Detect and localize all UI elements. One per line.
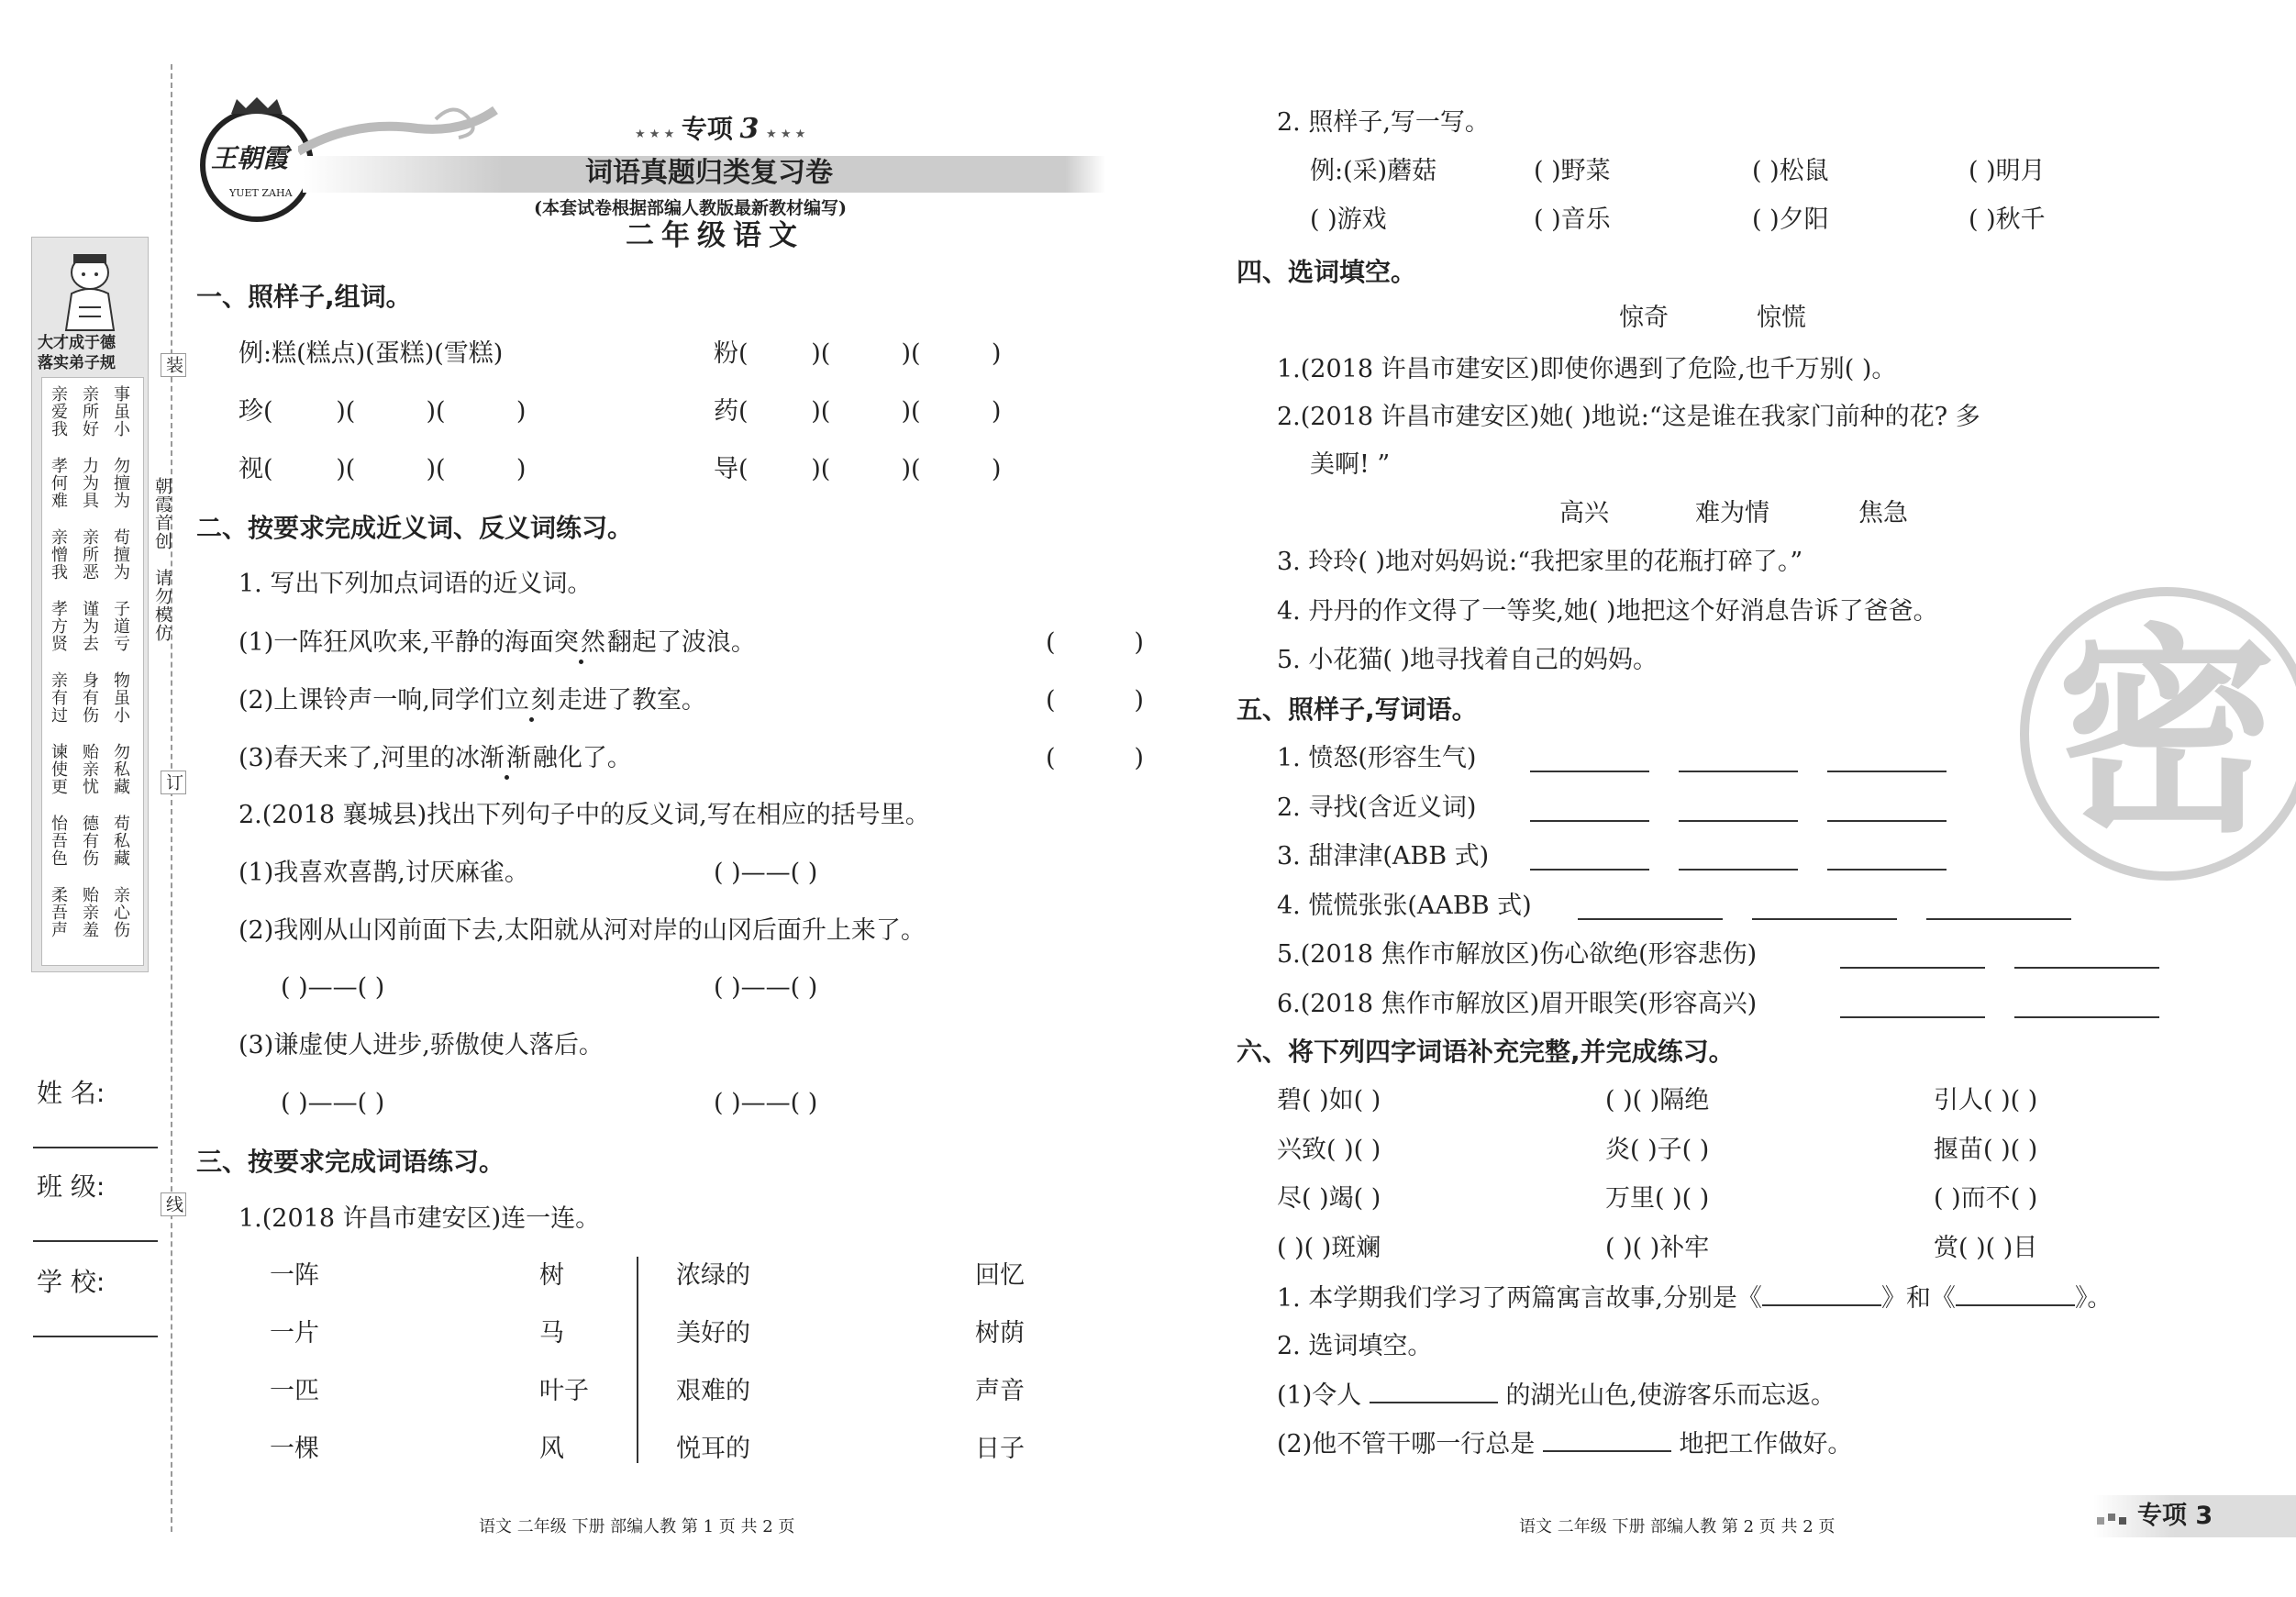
s4-q2b: 美啊! ”	[1310, 450, 1391, 479]
match-word[interactable]: 日子	[975, 1435, 1025, 1463]
match-word[interactable]: 浓绿的	[676, 1261, 750, 1290]
s1-item-yao: 药( )( )( )	[714, 397, 1002, 426]
s2-q1c: (3)春天来了,河里的冰渐渐融化了。	[238, 744, 632, 772]
s5-answer-blank[interactable]	[1926, 918, 2071, 920]
example-word[interactable]: ( )夕阳	[1752, 205, 1829, 234]
logo-badge	[200, 108, 314, 222]
motto-column: 孝方贤	[49, 600, 68, 652]
s5-answer-blank[interactable]	[1840, 1016, 1985, 1018]
name-field[interactable]	[33, 1147, 158, 1148]
grade-title: 二年级语文	[626, 219, 804, 252]
s5-answer-blank[interactable]	[1530, 771, 1649, 772]
motto-column: 亲所好	[80, 385, 99, 438]
s4-q4: 4. 丹丹的作文得了一等奖,她( )地把这个好消息告诉了爸爸。	[1277, 597, 1938, 626]
binding-mark-3: 请勿模仿	[152, 569, 172, 642]
match-word[interactable]: 悦耳的	[676, 1435, 750, 1463]
s1-item-shi: 视( )( )( )	[238, 455, 527, 483]
binding-mark-2: 朝霞首创	[152, 477, 172, 550]
s2-q2b-answer-2[interactable]: ( )——( )	[714, 973, 818, 1002]
motto-column: 亲心伤	[111, 886, 130, 938]
scholar-figure-icon	[53, 243, 127, 335]
s6-q2b-blank[interactable]	[1543, 1428, 1671, 1452]
motto-column: 贻亲忧	[80, 743, 99, 795]
idiom-item[interactable]: ( )( )补牢	[1605, 1233, 1710, 1262]
section-2-title: 二、按要求完成近义词、反义词练习。	[196, 513, 634, 543]
motto-column: 贻亲羞	[80, 886, 99, 938]
match-word[interactable]: 一匹	[270, 1377, 319, 1405]
s5-answer-blank[interactable]	[2014, 1016, 2159, 1018]
motto-column: 勿擅为	[111, 457, 130, 509]
motto-column: 怡吾色	[49, 815, 68, 867]
binding-mark-1: 装	[161, 353, 186, 377]
s4-word-jinghuang: 惊慌	[1757, 304, 1806, 332]
footer-left: 语文 二年级 下册 部编人教 第 1 页 共 2 页	[479, 1517, 795, 1536]
match-word[interactable]: 回忆	[975, 1261, 1025, 1290]
idiom-item[interactable]: 尽( )竭( )	[1277, 1184, 1381, 1213]
s2-q1b: (2)上课铃声一响,同学们立刻走进了教室。	[238, 686, 706, 715]
s2-q1c-answer[interactable]: ( )	[1046, 744, 1144, 772]
binding-mark-5: 线	[161, 1192, 186, 1216]
footer-badge	[2093, 1495, 2296, 1537]
match-word[interactable]: 风	[539, 1435, 564, 1463]
motto-column: 亲憎我	[49, 528, 68, 581]
section-1-title: 一、照样子,组词。	[196, 282, 412, 312]
s4-q3: 3. 玲玲( )地对妈妈说:“我把家里的花瓶打碎了。”	[1277, 548, 1803, 576]
match-word[interactable]: 艰难的	[676, 1377, 750, 1405]
s5-answer-blank[interactable]	[1752, 918, 1897, 920]
s6-q2a: (1)令人 的湖光山色,使游客乐而忘返。	[1277, 1381, 1836, 1410]
motto-column: 子道亏	[111, 600, 130, 652]
match-word[interactable]: 美好的	[676, 1319, 750, 1347]
s5-answer-blank[interactable]	[1530, 869, 1649, 871]
secret-watermark-char: 密	[2057, 605, 2278, 862]
s1-item-zhen: 珍( )( )( )	[238, 397, 527, 426]
section-6-title: 六、将下列四字词语补充完整,并完成练习。	[1237, 1037, 1735, 1067]
s2-q2b: (2)我刚从山冈前面下去,太阳就从河对岸的山冈后面升上来了。	[238, 916, 926, 945]
footer-right: 语文 二年级 下册 部编人教 第 2 页 共 2 页	[1519, 1517, 1836, 1536]
s5-answer-blank[interactable]	[1827, 771, 1947, 772]
section-3-title: 三、按要求完成词语练习。	[196, 1147, 505, 1177]
s5-answer-blank[interactable]	[1679, 820, 1798, 822]
s2-q2c-answer-2[interactable]: ( )——( )	[714, 1089, 818, 1117]
match-word[interactable]: 叶子	[539, 1377, 589, 1405]
motto-column: 身有伤	[80, 671, 99, 724]
motto-column: 苟擅为	[111, 528, 130, 581]
example-word[interactable]: ( )野菜	[1534, 157, 1611, 185]
motto-line-1: 大才成于德	[38, 334, 116, 352]
class-label: 班 级:	[37, 1171, 105, 1202]
stars-right: ★ ★ ★	[766, 128, 806, 141]
s5-answer-blank[interactable]	[2014, 967, 2159, 969]
motto-column: 德有伤	[80, 815, 99, 867]
s4-word-gaoxing: 高兴	[1559, 499, 1609, 527]
motto-line-2: 落实弟子规	[38, 354, 116, 372]
section-5-title: 五、照样子,写词语。	[1237, 694, 1478, 725]
s1-item-dao: 导( )( )( )	[714, 455, 1002, 483]
match-word[interactable]: 声音	[975, 1377, 1025, 1405]
s5-item: 6.(2018 焦作市解放区)眉开眼笑(形容高兴)	[1277, 989, 1758, 1018]
match-word[interactable]: 一片	[270, 1319, 319, 1347]
example-word[interactable]: ( )音乐	[1534, 205, 1611, 234]
s5-item: 1. 愤怒(形容生气)	[1277, 744, 1477, 772]
s4-word-jiaoji: 焦急	[1858, 499, 1908, 527]
s6-q1-blank-1[interactable]	[1762, 1282, 1881, 1306]
logo-subtext: YUET ZAHA	[229, 187, 293, 199]
s2-q2b-answer-1[interactable]: ( )——( )	[281, 973, 385, 1002]
match-word[interactable]: 树	[539, 1261, 564, 1290]
r-q2: 2. 照样子,写一写。	[1277, 108, 1490, 137]
s2-q2a-answer[interactable]: ( )——( )	[714, 859, 818, 887]
motto-column: 柔吾声	[49, 886, 68, 938]
match-word[interactable]: 一阵	[270, 1261, 319, 1290]
motto-columns	[41, 377, 144, 966]
s2-q2: 2.(2018 襄城县)找出下列句子中的反义词,写在相应的括号里。	[238, 801, 930, 829]
s5-answer-blank[interactable]	[1679, 869, 1798, 871]
idiom-item[interactable]: ( )( )斑斓	[1277, 1233, 1381, 1262]
s5-item: 4. 慌慌张张(AABB 式)	[1277, 891, 1532, 920]
match-word[interactable]: 一棵	[270, 1435, 319, 1463]
idiom-item[interactable]: 揠苗( )( )	[1934, 1135, 2038, 1164]
s5-answer-blank[interactable]	[1679, 771, 1798, 772]
binding-line	[171, 64, 172, 1532]
motto-column: 苟私藏	[111, 815, 130, 867]
idiom-item[interactable]: ( )( )隔绝	[1605, 1086, 1710, 1115]
footer-badge-text: 专项 3	[2137, 1502, 2213, 1530]
idiom-item[interactable]: 赏( )( )目	[1934, 1233, 2038, 1262]
class-field[interactable]	[33, 1240, 158, 1242]
s5-item: 5.(2018 焦作市解放区)伤心欲绝(形容悲伤)	[1277, 940, 1758, 969]
s2-q1a-answer[interactable]: ( )	[1046, 628, 1144, 657]
match-word[interactable]: 马	[539, 1319, 564, 1347]
s1-example: 例:糕(糕点)(蛋糕)(雪糕)	[238, 339, 504, 368]
s2-q2c-answer-1[interactable]: ( )——( )	[281, 1089, 385, 1117]
s2-q2a: (1)我喜欢喜鹊,讨厌麻雀。	[238, 859, 529, 887]
paper-title: 词语真题归类复习卷	[585, 157, 833, 189]
example-word[interactable]: ( )秋千	[1969, 205, 2046, 234]
example-word[interactable]: ( )明月	[1969, 157, 2046, 185]
series-label: 专项	[681, 114, 733, 144]
paper-subtitle: (本套试卷根据部编人教版最新教材编写)	[534, 198, 847, 218]
s5-item: 2. 寻找(含近义词)	[1277, 793, 1477, 822]
s6-q1: 1. 本学期我们学习了两篇寓言故事,分别是《 》和《 》。	[1277, 1284, 2113, 1313]
s4-q5: 5. 小花猫( )地寻找着自己的妈妈。	[1277, 646, 1658, 674]
example-word[interactable]: ( )松鼠	[1752, 157, 1829, 185]
school-label: 学 校:	[37, 1267, 105, 1297]
motto-panel	[31, 237, 149, 972]
s2-q1: 1. 写出下列加点词语的近义词。	[238, 570, 593, 598]
idiom-item[interactable]: 引人( )( )	[1934, 1086, 2038, 1115]
s5-answer-blank[interactable]	[1827, 869, 1947, 871]
motto-column: 谨为去	[80, 600, 99, 652]
s3-q1: 1.(2018 许昌市建安区)连一连。	[238, 1204, 601, 1233]
s5-answer-blank[interactable]	[1578, 918, 1723, 920]
motto-column: 事虽小	[111, 385, 130, 438]
badge-squares-icon	[2097, 1510, 2134, 1528]
match-word[interactable]: 树荫	[975, 1319, 1025, 1347]
school-field[interactable]	[33, 1336, 158, 1337]
idiom-item[interactable]: 兴致( )( )	[1277, 1135, 1381, 1164]
motto-column: 孝何难	[49, 457, 68, 509]
secret-watermark	[2020, 587, 2296, 881]
idiom-item[interactable]: 炎( )子( )	[1605, 1135, 1710, 1164]
binding-mark-4: 订	[161, 771, 186, 794]
s2-q2c: (3)谦虚使人进步,骄傲使人落后。	[238, 1031, 604, 1059]
motto-column: 勿私藏	[111, 743, 130, 795]
s5-answer-blank[interactable]	[1530, 820, 1649, 822]
motto-column: 亲所恶	[80, 528, 99, 581]
motto-column: 亲爱我	[49, 385, 68, 438]
s6-q1-blank-2[interactable]	[1956, 1282, 2075, 1306]
example-word: 例:(采)蘑菇	[1310, 157, 1437, 185]
stars-left: ★ ★ ★	[635, 128, 675, 141]
logo-text: 王朝霞	[211, 143, 289, 173]
s2-q1a: (1)一阵狂风吹来,平静的海面突然翻起了波浪。	[238, 628, 756, 657]
s5-item: 3. 甜津津(ABB 式)	[1277, 842, 1490, 871]
s4-q1: 1.(2018 许昌市建安区)即使你遇到了危险,也千万别( )。	[1277, 355, 1897, 383]
s4-word-jingqi: 惊奇	[1619, 304, 1669, 332]
s6-q2a-blank[interactable]	[1370, 1380, 1498, 1403]
crown-icon	[229, 95, 284, 116]
idiom-item[interactable]: ( )而不( )	[1934, 1184, 2038, 1213]
s5-answer-blank[interactable]	[1840, 967, 1985, 969]
s6-q2b: (2)他不管干哪一行总是 地把工作做好。	[1277, 1430, 1853, 1458]
example-word[interactable]: ( )游戏	[1310, 205, 1387, 234]
motto-column: 谏使更	[49, 743, 68, 795]
idiom-item[interactable]: 碧( )如( )	[1277, 1086, 1381, 1115]
match-divider	[637, 1257, 638, 1463]
s4-word-nanweiqing: 难为情	[1695, 499, 1769, 527]
section-4-title: 四、选词填空。	[1237, 257, 1417, 287]
s1-item-fen: 粉( )( )( )	[714, 339, 1002, 368]
s5-answer-blank[interactable]	[1827, 820, 1947, 822]
series-number: 3	[739, 113, 760, 145]
s4-q2: 2.(2018 许昌市建安区)她( )地说:“这是谁在我家门前种的花? 多	[1277, 403, 1980, 431]
idiom-item[interactable]: 万里( )( )	[1605, 1184, 1710, 1213]
motto-column: 力为具	[80, 457, 99, 509]
s2-q1b-answer[interactable]: ( )	[1046, 686, 1144, 715]
motto-column: 亲有过	[49, 671, 68, 724]
motto-column: 物虽小	[111, 671, 130, 724]
series-header	[635, 114, 805, 150]
name-label: 姓 名:	[37, 1078, 105, 1108]
s6-q2: 2. 选词填空。	[1277, 1332, 1433, 1360]
